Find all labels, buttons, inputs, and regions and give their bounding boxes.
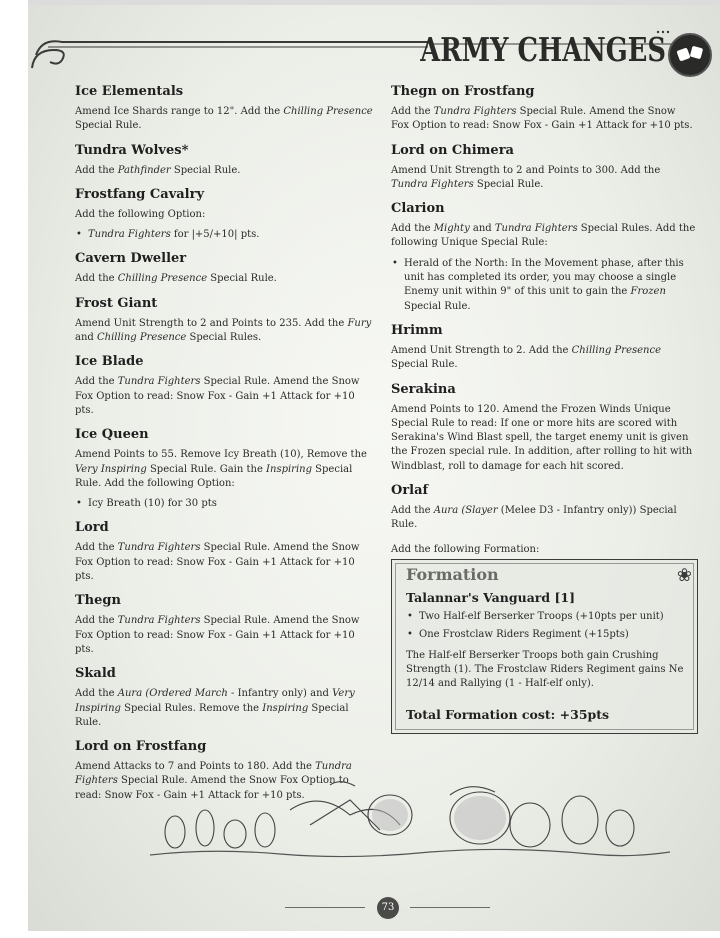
entry-bullet: • Tundra Fighters for |+5/+10| pts.: [75, 228, 375, 242]
entry-text: Add the Tundra Fighters Special Rule. Amend the Snow Fox Option to read: Snow Fox - Gain +1 Attack for +10 pts.: [391, 106, 693, 132]
entry-title: Ice Blade: [75, 354, 144, 370]
entry-extra-text: Add the following Formation:: [391, 543, 540, 555]
entry-serakina: [391, 382, 696, 474]
entry-text: Amend Points to 55. Remove Icy Breath (10), Remove the Very Inspiring Special Rule. Gain the Inspiring Special Rule. Add the following Option:: [75, 449, 367, 489]
entry-title: Lord on Chimera: [391, 142, 514, 158]
entry-clarion: [391, 201, 696, 314]
dice-icon: [668, 33, 712, 77]
entry-ice-elementals: [75, 84, 375, 134]
entry-hrimm: [391, 323, 696, 373]
formation-heading: Formation: [406, 565, 499, 584]
formation-total: Total Formation cost: +35pts: [406, 707, 610, 722]
footer-line-left: [285, 907, 365, 908]
entry-title: Skald: [75, 666, 116, 682]
entry-title: Frostfang Cavalry: [75, 186, 205, 202]
entry-lord: [75, 520, 375, 584]
entry-text: Add the Chilling Presence Special Rule.: [75, 273, 277, 285]
entry-title: Frost Giant: [75, 295, 158, 311]
entry-skald: [75, 666, 375, 730]
entry-lord-on-chimera: [391, 143, 696, 193]
left-column: [75, 84, 375, 812]
entry-text: Add the Aura (Slayer (Melee D3 - Infantry only)) Special Rule.: [391, 505, 677, 531]
battle-illustration: [150, 770, 670, 865]
entry-thegn: [75, 593, 375, 657]
formation-name: Talannar's Vanguard [1]: [406, 590, 576, 605]
entry-text: Add the Pathfinder Special Rule.: [75, 164, 241, 176]
entry-ice-queen: [75, 427, 375, 511]
entry-title: Thegn: [75, 593, 121, 609]
entry-frost-giant: [75, 296, 375, 346]
entry-text: Add the Tundra Fighters Special Rule. Amend the Snow Fox Option to read: Snow Fox - Gain +1 Attack for +10 pts.: [75, 542, 360, 583]
entry-text: Amend Unit Strength to 2. Add the Chilling Presence Special Rule.: [391, 344, 661, 371]
entry-thegn-on-frostfang: [391, 84, 696, 134]
entry-text: Add the following Option:: [75, 208, 206, 220]
entry-title: Lord on Frostfang: [75, 739, 207, 755]
formation-description: The Half-elf Berserker Troops both gain Crushing Strength (1). The Frostclaw Riders Regiment gains Ne 12/14 and Rallying (1 - Half-elf only).: [406, 649, 684, 690]
entry-frostfang-cavalry: [75, 187, 375, 243]
page-title: ARMY CHANGES: [420, 30, 666, 69]
entry-text: Amend Ice Shards range to 12". Add the Chilling Presence Special Rule.: [75, 106, 373, 132]
entry-text: Amend Attacks to 7 and Points to 180. Add the Tundra Fighters Special Rule. Amend the Snow Fox Option to read: Snow Fox - Gain +1 Attack for +10 pts.: [75, 761, 352, 801]
footer-line-right: [410, 907, 490, 908]
entry-title: Clarion: [391, 201, 445, 217]
entry-title: Orlaf: [391, 483, 429, 499]
entry-text: Add the Aura (Ordered March - Infantry only) and Very Inspiring Special Rules. Remove the Inspiring Special Rule.: [75, 688, 355, 728]
entry-text: Add the Tundra Fighters Special Rule. Amend the Snow Fox Option to read: Snow Fox - Gain +1 Attack for +10 pts.: [75, 615, 360, 655]
formation-item: • One Frostclaw Riders Regiment (+15pts): [406, 628, 686, 642]
entry-title: Ice Queen: [75, 427, 149, 443]
entry-bullet: • Icy Breath (10) for 30 pts: [75, 497, 375, 511]
entry-title: Cavern Dweller: [75, 251, 187, 267]
right-column: [391, 84, 696, 566]
entry-text: Amend Unit Strength to 2 and Points to 300. Add the Tundra Fighters Special Rule.: [391, 164, 661, 190]
entry-text: Add the Mighty and Tundra Fighters Special Rules. Add the following Unique Special Rule:: [391, 223, 696, 249]
entry-tundra-wolves: [75, 143, 375, 178]
formation-items: [406, 610, 686, 691]
formation-box: [391, 559, 698, 734]
page-number: 73: [377, 897, 399, 919]
entry-text: Add the Tundra Fighters Special Rule. Amend the Snow Fox Option to read: Snow Fox - Gain +1 Attack for +10 pts.: [75, 376, 360, 416]
entry-title: Ice Elementals: [75, 84, 184, 99]
entry-text: Amend Unit Strength to 2 and Points to 235. Add the Fury and Chilling Presence Special Rules.: [75, 317, 372, 344]
formation-item: • Two Half-elf Berserker Troops (+10pts per unit): [406, 610, 686, 624]
entry-title: Hrimm: [391, 322, 443, 338]
entry-title: Thegn on Frostfang: [391, 84, 535, 99]
entry-ice-blade: [75, 354, 375, 418]
entry-orlaf: [391, 483, 696, 557]
scroll-ornament-icon: ❀: [676, 565, 692, 586]
entry-title: Tundra Wolves*: [75, 142, 189, 158]
entry-title: Serakina: [391, 381, 456, 397]
entry-cavern-dweller: [75, 251, 375, 286]
entry-title: Lord: [75, 520, 109, 536]
entry-text: Amend Points to 120. Amend the Frozen Winds Unique Special Rule to read: If one or more hits are scored with Serakina's Wind Blast spell, the target enemy unit is given the Frozen special rule. In addition, after rolling to hit with Windblast, roll to damage for each hit scored.: [391, 403, 693, 472]
entry-bullet: • Herald of the North: In the Movement phase, after this unit has completed its order, you may choose a single Enemy unit within 9" of this unit to gain the Frozen Special Rule.: [391, 257, 696, 314]
